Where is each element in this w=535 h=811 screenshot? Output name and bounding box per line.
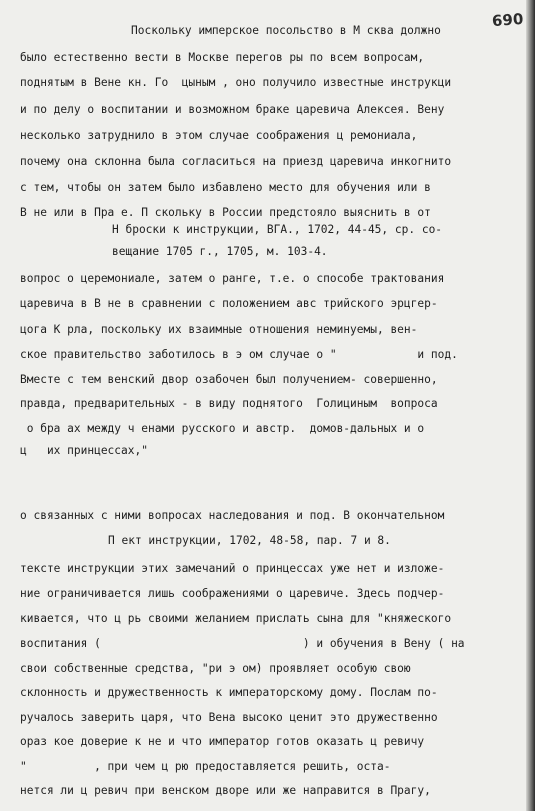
text-line: Вместе с тем венский двор озабочен был получением- совершенно, <box>20 373 438 386</box>
text-line: тексте инструкции этих замечаний о принцессах уже нет и изложе- <box>20 562 445 575</box>
text-line: было естественно вести в Москве перегов ры по всем вопросам, <box>20 51 425 64</box>
text-line: ораз кое доверие к не и что император готов оказать ц ревичу <box>20 735 425 748</box>
text-line: нется ли ц ревич при венском дворе или же направится в Прагу, <box>20 784 431 797</box>
text-line: вопрос о церемониале, затем о ранге, т.е. о способе трактования <box>20 272 445 285</box>
text-line: царевича в В не в сравнении с положением авс трийского эрцгер- <box>20 297 438 310</box>
text-line: воспитания ( ) и обучения в Вену ( на <box>20 637 465 650</box>
page-number: 690 <box>491 9 524 31</box>
text-line: ское правительство заботилось в э ом случае о " и под. <box>20 348 458 361</box>
text-line: Поскольку имперское посольство в М сква должно <box>131 24 441 37</box>
text-line: с тем, чтобы он затем было избавлено место для обучения или в <box>20 181 431 194</box>
text-line: несколько затруднило в этом случае соображения ц ремониала, <box>20 129 418 142</box>
footnote-line: П ект инструкции, 1702, 48-58, пар. 7 и 8. <box>108 534 391 547</box>
text-line: и по делу о воспитании и возможном браке царевича Алексея. Вену <box>20 103 445 116</box>
text-line: о бра ах между ч енами русского и австр. домов-дальных и о <box>20 422 425 435</box>
text-line: ц их принцессах," <box>20 444 148 457</box>
text-line: кивается, что ц рь своими желанием прислать сына для "княжеского <box>20 612 452 625</box>
text-line: правда, предварительных - в виду поднятого Голициным вопроса <box>20 397 438 410</box>
page-edge-shadow <box>526 0 535 811</box>
text-line: цога К рла, поскольку их взаимные отношения неминуемы, вен- <box>20 323 418 336</box>
text-line: склонность и дружественность к императорскому дому. Послам по- <box>20 686 438 699</box>
text-line: свои собственные средства, "ри э ом) проявляет особую свою <box>20 662 411 675</box>
text-line: " , при чем ц рю предоставляется решить, оста- <box>20 760 391 773</box>
footnote-line: Н броски к инструкции, ВГА., 1702, 44-45, ср. со- <box>112 223 443 236</box>
footnote-line: вещание 1705 г., 1705, м. 103-4. <box>112 245 328 258</box>
text-line: ручалось заверить царя, что Вена высоко ценит это дружественно <box>20 711 438 724</box>
text-line: почему она склонна была согласиться на приезд царевича инкогнито <box>20 155 452 168</box>
text-line: В не или в Пра е. П скольку в России предстояло выяснить в от <box>20 206 431 219</box>
text-line: ние ограничивается лишь соображениями о царевиче. Здесь подчер- <box>20 587 445 600</box>
text-line: о связанных с ними вопросах наследования и под. В окончательном <box>20 509 445 522</box>
text-line: поднятым в Вене кн. Го цыным , оно получило известные инструкци <box>20 76 452 89</box>
